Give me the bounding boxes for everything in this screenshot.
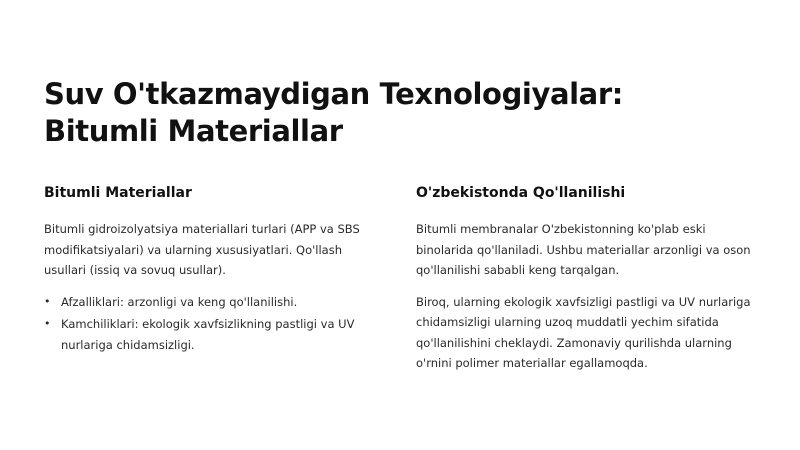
section-paragraph: Bitumli gidroizolyatsiya materiallari turlari (APP va SBS modifikatsiyalari) va ularning xususiyatlari. Qo'llash usullari (issiq va sovuq usullar).: [44, 222, 360, 277]
right-column: [416, 183, 756, 385]
bullet-list: [44, 292, 384, 356]
list-item: [44, 314, 384, 355]
section-paragraph: Bitumli membranalar O'zbekistonning ko'plab eski binolarida qo'llaniladi. Ushbu materiallar arzonligi va oson qo'llanilishi sababli keng tarqalgan.: [416, 222, 751, 277]
list-item-text: Kamchiliklari: ekologik xavfsizlikning pastligi va UV nurlariga chidamsizligi.: [61, 317, 355, 352]
bullet-icon: •: [44, 294, 51, 308]
list-item: [44, 292, 384, 313]
bullet-icon: •: [44, 317, 51, 330]
left-column: [44, 183, 384, 357]
page-title: Suv O'tkazmaydigan Texnologiyalar: Bitumli Materiallar: [44, 77, 623, 148]
section-paragraph: Biroq, ularning ekologik xavfsizligi pastligi va UV nurlariga chidamsizligi ularning uzoq muddatli yechim sifatida qo'llanilishini cheklaydi. Zamonaviy qurilishda ularning o'rnini polimer materiallar egallamoqda.: [416, 294, 751, 370]
list-item-text: Afzalliklari: arzonligi va keng qo'llanilishi.: [61, 294, 298, 309]
section-heading-uzbekistan-usage: O'zbekistonda Qo'llanilishi: [416, 185, 626, 201]
section-heading-bitumen-materials: Bitumli Materiallar: [44, 185, 192, 201]
